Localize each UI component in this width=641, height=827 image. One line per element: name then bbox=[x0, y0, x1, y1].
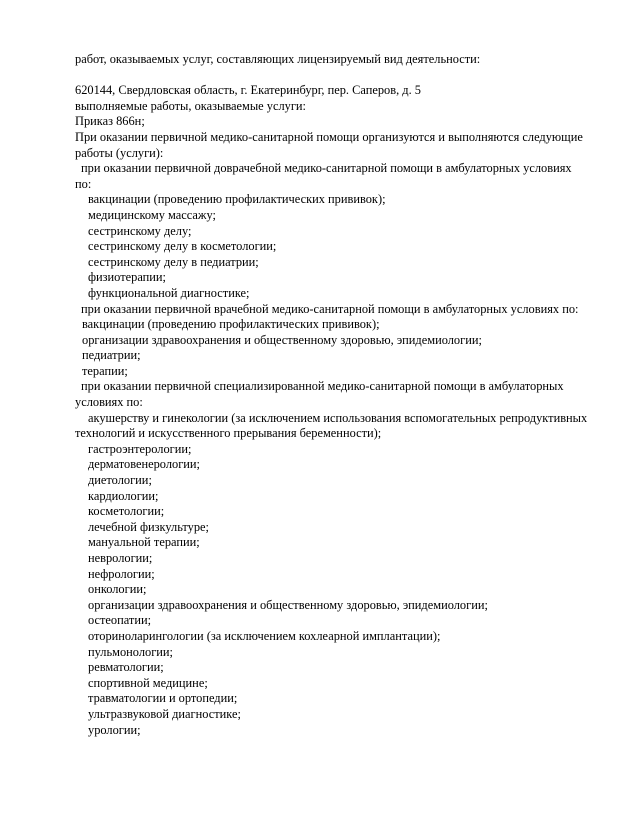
list-item: организации здравоохранения и общественному здоровью, эпидемиологии; bbox=[88, 597, 488, 612]
list-item: пульмонологии; bbox=[88, 644, 173, 659]
order-reference: Приказ 866н; bbox=[75, 114, 145, 129]
list-item: физиотерапии; bbox=[88, 270, 166, 285]
section-heading-cont: по: bbox=[75, 176, 92, 191]
list-item: онкологии; bbox=[88, 582, 147, 597]
document-page bbox=[75, 52, 615, 738]
list-item-cont: технологий и искусственного прерывания беременности); bbox=[75, 426, 382, 441]
services-label: выполняемые работы, оказываемые услуги: bbox=[75, 98, 307, 113]
list-item: спортивной медицине; bbox=[88, 675, 208, 690]
list-item: неврологии; bbox=[88, 551, 153, 565]
list-item: медицинскому массажу; bbox=[88, 207, 216, 222]
blank-line bbox=[75, 68, 615, 84]
section-heading-cont: условиях по: bbox=[75, 395, 143, 410]
section-heading: при оказании первичной врачебной медико-санитарной помощи в амбулаторных условиях по: bbox=[81, 301, 579, 316]
list-item: дерматовенерологии; bbox=[88, 457, 200, 472]
list-item: оториноларингологии (за исключением кохлеарной имплантации); bbox=[88, 628, 441, 643]
list-item: организации здравоохранения и общественному здоровью, эпидемиологии; bbox=[82, 332, 482, 347]
section-heading: при оказании первичной доврачебной медико-санитарной помощи в амбулаторных условиях bbox=[81, 161, 572, 176]
list-item: диетологии; bbox=[88, 473, 152, 488]
list-item: функциональной диагностике; bbox=[88, 285, 250, 300]
list-item: акушерству и гинекологии (за исключением использования вспомогательных репродуктивных bbox=[88, 410, 588, 425]
list-item: педиатрии; bbox=[82, 348, 141, 363]
intro-line: работ, оказываемых услуг, составляющих лицензируемый вид деятельности: bbox=[75, 52, 481, 66]
list-item: ультразвуковой диагностике; bbox=[88, 706, 241, 721]
list-item: нефрологии; bbox=[88, 566, 155, 581]
list-item: остеопатии; bbox=[88, 613, 152, 628]
list-item: мануальной терапии; bbox=[88, 535, 200, 550]
list-item: косметологии; bbox=[88, 504, 165, 519]
list-item: сестринскому делу; bbox=[88, 223, 192, 238]
preamble-line: При оказании первичной медико-санитарной помощи организуются и выполняются следующие bbox=[75, 129, 583, 144]
list-item: вакцинации (проведению профилактических прививок); bbox=[82, 317, 380, 332]
list-item: терапии; bbox=[82, 363, 128, 378]
list-item: лечебной физкультуре; bbox=[88, 519, 209, 534]
list-item: сестринскому делу в косметологии; bbox=[88, 239, 277, 254]
preamble-line: работы (услуги): bbox=[75, 145, 164, 160]
list-item: урологии; bbox=[88, 722, 141, 737]
list-item: ревматологии; bbox=[88, 660, 164, 675]
list-item: кардиологии; bbox=[88, 488, 159, 503]
list-item: сестринскому делу в педиатрии; bbox=[88, 254, 259, 269]
list-item: гастроэнтерологии; bbox=[88, 441, 192, 456]
list-item: вакцинации (проведению профилактических прививок); bbox=[88, 192, 386, 207]
address: 620144, Свердловская область, г. Екатеринбург, пер. Саперов, д. 5 bbox=[75, 83, 421, 98]
section-heading: при оказании первичной специализированной медико-санитарной помощи в амбулаторных bbox=[81, 379, 564, 394]
list-item: травматологии и ортопедии; bbox=[88, 691, 238, 706]
